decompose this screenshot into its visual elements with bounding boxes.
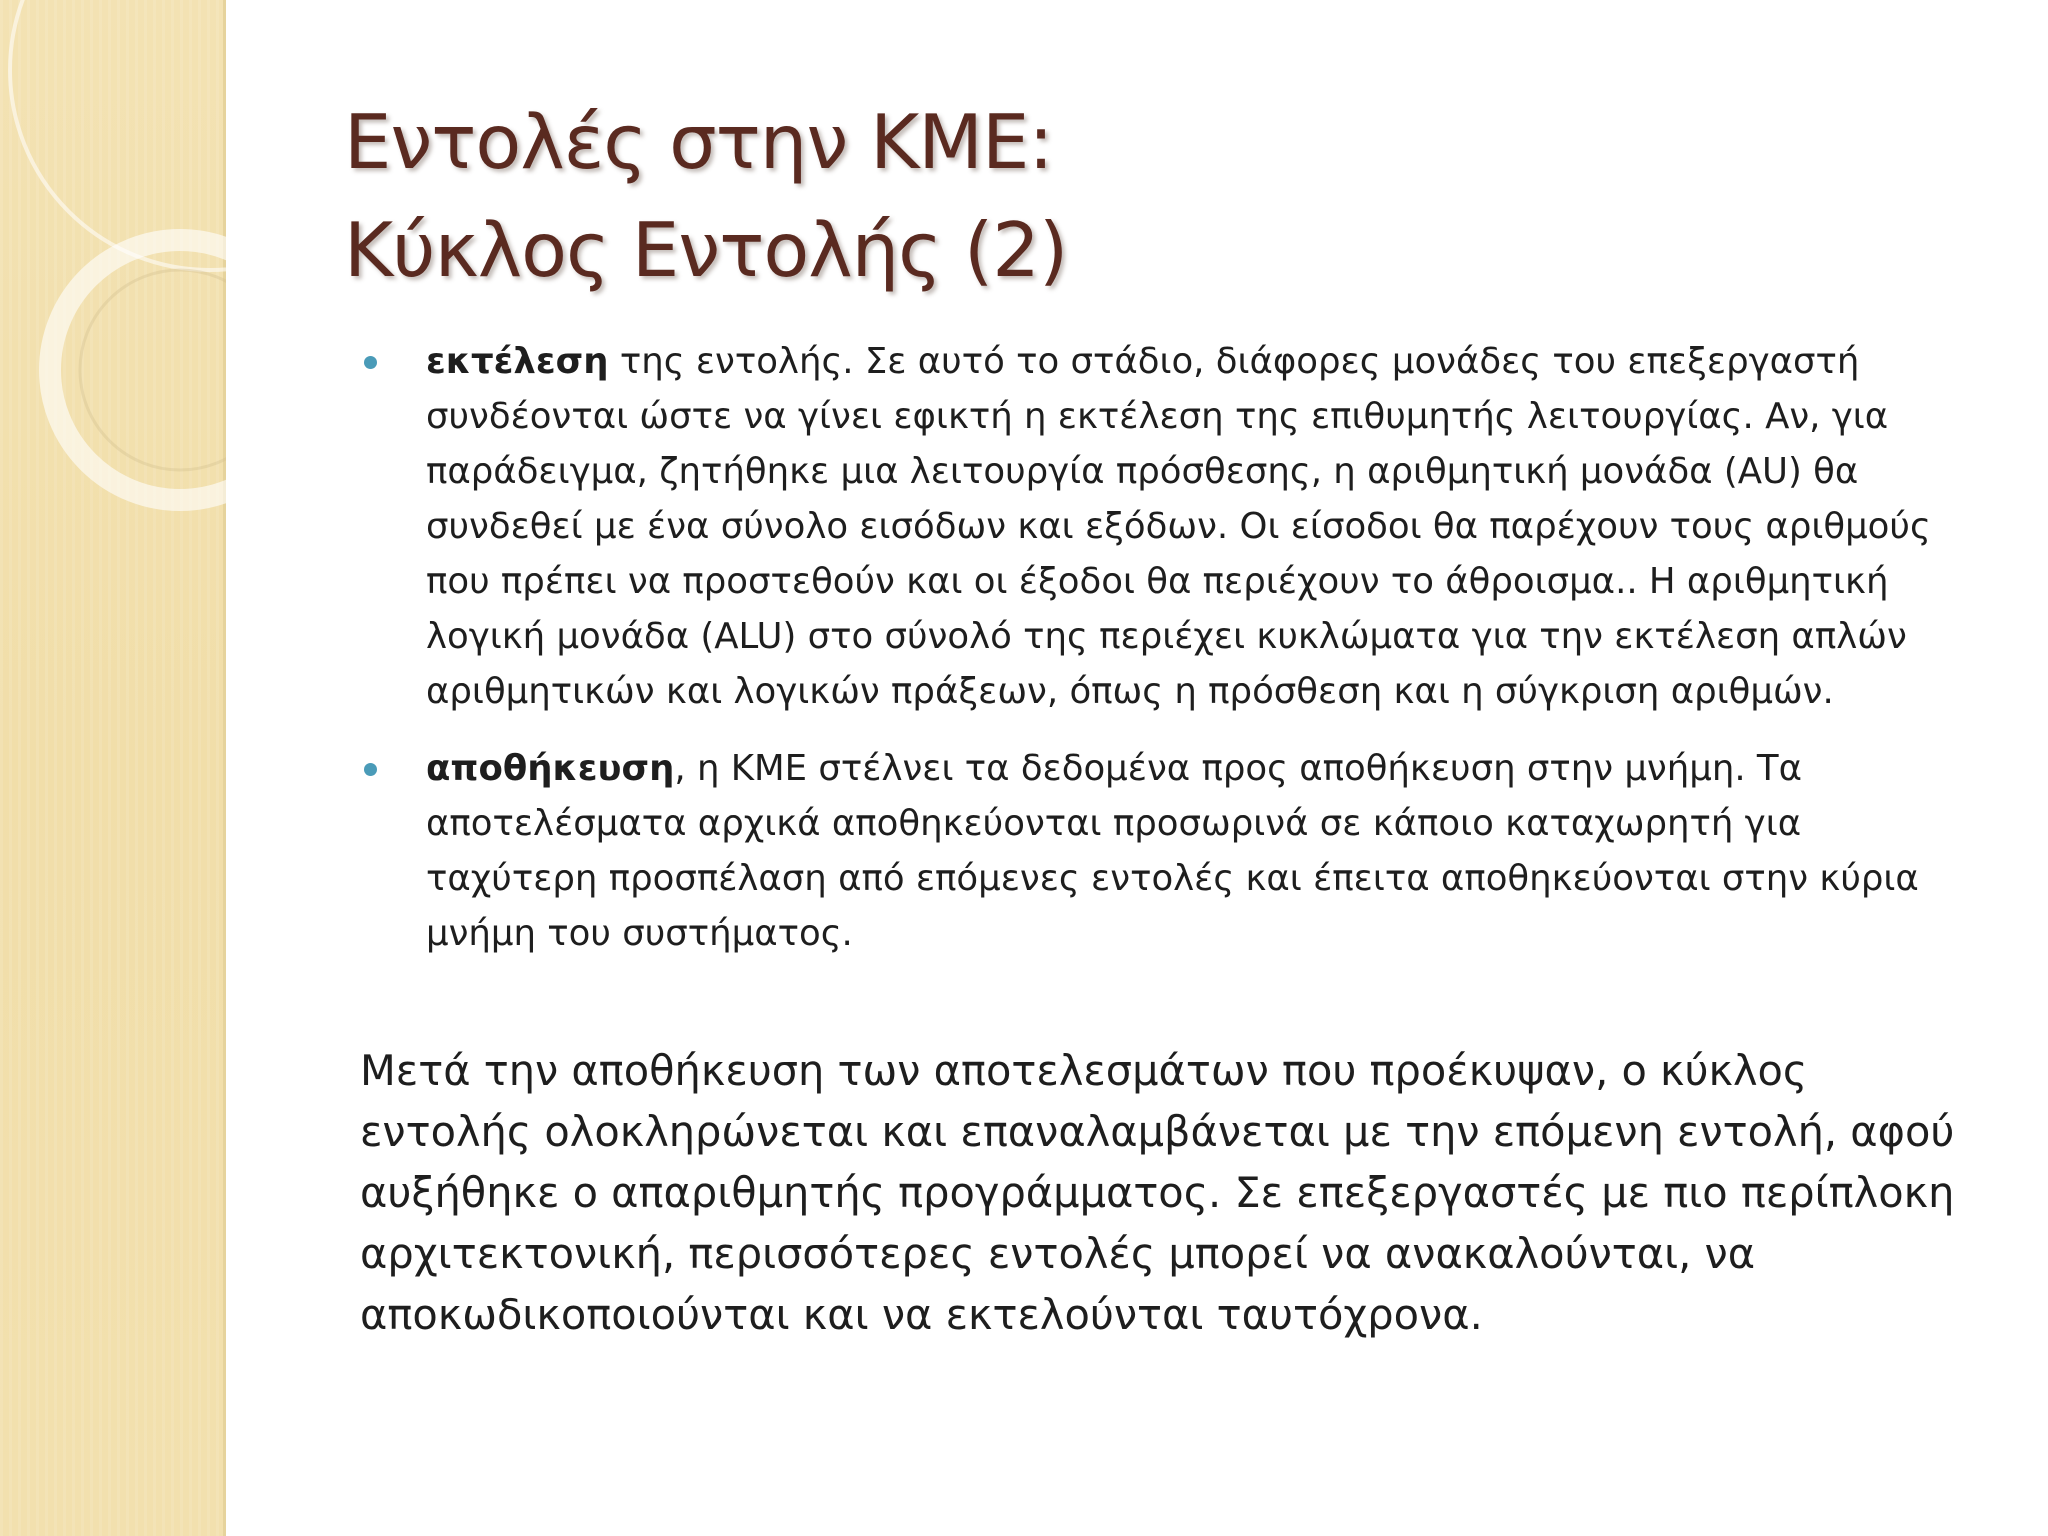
decorative-side-panel [0, 0, 226, 1536]
bullet-term: αποθήκευση [426, 748, 675, 789]
list-item-storage [360, 741, 1970, 961]
slide-title-line-2: Κύκλος Εντολής (2) [344, 206, 1068, 294]
slide-title-line-1: Εντολές στην ΚΜΕ: [344, 98, 1053, 186]
slide-title [344, 88, 1844, 304]
bullet-list [360, 334, 1970, 983]
list-item-execution [360, 334, 1970, 719]
closing-paragraph: Μετά την αποθήκευση των αποτελεσμάτων που προέκυψαν, ο κύκλος εντολής ολοκληρώνεται και επαναλαμβάνεται με την επόμενη εντολή, αφού αυξήθηκε ο απαριθμητής προγράμματος. Σε επεξεργαστές με πιο περίπλοκη αρχιτεκτονική, περισσότερες εντολές μπορεί να ανακαλούνται, να αποκωδικοποιούνται και να εκτελούνται ταυτόχρονα. [360, 1046, 1955, 1339]
bullet-dot-icon [364, 763, 377, 776]
decorative-circles-graphic [0, 0, 226, 1536]
bullet-dot-icon [364, 356, 377, 369]
bullet-term: εκτέλεση [426, 341, 609, 382]
bullet-text: της εντολής. Σε αυτό το στάδιο, διάφορες μονάδες του επεξεργαστή συνδέονται ώστε να γίνει εφικτή η εκτέλεση της επιθυμητής λειτουργίας. Αν, για παράδειγμα, ζητήθηκε μια λειτουργία πρόσθεσης, η αριθμητική μονάδα (AU) θα συνδεθεί με ένα σύνολο εισόδων και εξόδων. Οι είσοδοι θα παρέχουν τους αριθμούς που πρέπει να προστεθούν και οι έξοδοι θα περιέχουν το άθροισμα.. Η αριθμητική λογική μονάδα (ALU) στο σύνολό της περιέχει κυκλώματα για την εκτέλεση απλών αριθμητικών και λογικών πράξεων, όπως η πρόσθεση και η σύγκριση αριθμών. [426, 341, 1931, 712]
bullet-text: , η ΚΜΕ στέλνει τα δεδομένα προς αποθήκευση στην μνήμη. Τα αποτελέσματα αρχικά αποθηκεύονται προσωρινά σε κάποιο καταχωρητή για ταχύτερη προσπέλαση από επόμενες εντολές και έπειτα αποθηκεύονται στην κύρια μνήμη του συστήματος. [426, 748, 1919, 954]
